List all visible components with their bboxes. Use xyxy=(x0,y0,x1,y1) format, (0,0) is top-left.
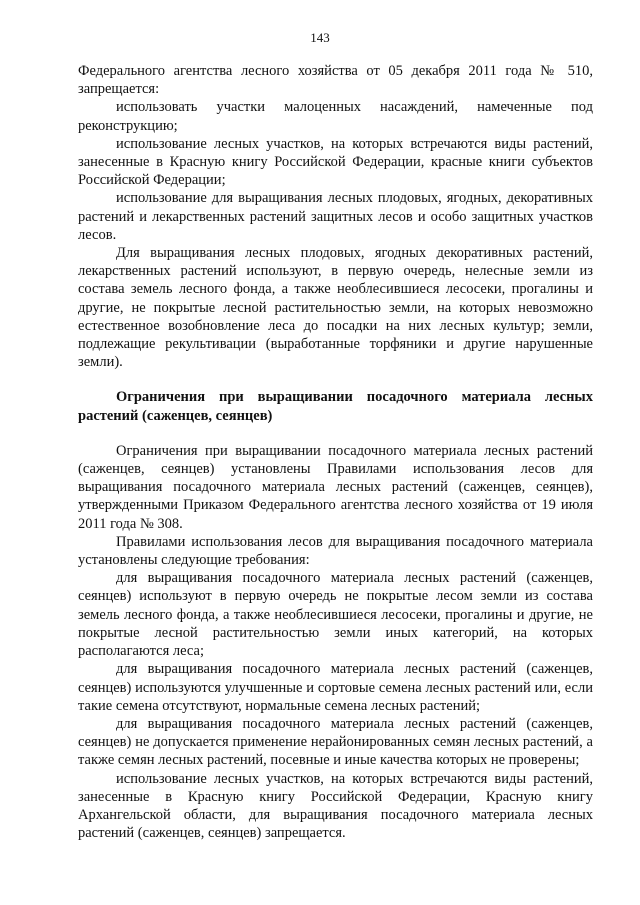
paragraph: использование для выращивания лесных плодовых, ягодных, декоративных растений и лекарственных растений защитных лесов и особо защитных участков лесов. xyxy=(78,190,593,243)
paragraph: использование лесных участков, на которых встречаются виды растений, занесенные в Красную книгу Российской Федерации, Красную книгу Архангельской области, для выращивания посадочного материала лесных растений (саженцев, сеянцев) запрещается. xyxy=(78,770,593,842)
paragraph: Для выращивания лесных плодовых, ягодных декоративных растений, лекарственных растений используют, в первую очередь, нелесные земли из состава земель лесного фонда, а также необлесившиеся лесосеки, прогалины и другие, не покрытые лесной растительностью земли, на которых невозможно естественное возобновление леса до посадки на них лесных культур; земли, подлежащие рекультивации (выработанные торфяники и другие нарушенные земли). xyxy=(78,245,593,371)
paragraph: Правилами использования лесов для выращивания посадочного материала установлены следующие требования: xyxy=(78,533,593,569)
paragraph: для выращивания посадочного материала лесных растений (саженцев, сеянцев) используют в первую очередь не покрытые лесом земли из состава земель лесного фонда, а также необлесившиеся лесосеки, прогалины и другие, не покрытые лесной растительностью земли иных категорий, на которых располагаются леса; xyxy=(78,570,593,660)
page-number: 143 xyxy=(310,30,330,45)
paragraph: для выращивания посадочного материала лесных растений (саженцев, сеянцев) используются улучшенные и сортовые семена лесных растений или, если такие семена отсутствуют, нормальные семена лесных растений; xyxy=(78,661,593,714)
paragraph: Федерального агентства лесного хозяйства от 05 декабря 2011 года № 510, запрещается: xyxy=(78,63,593,98)
section-heading: Ограничения при выращивании посадочного материала лесных растений (саженцев, сеянцев) xyxy=(78,389,593,424)
document-body xyxy=(78,62,593,842)
paragraph: использовать участки малоценных насаждений, намеченные под реконструкцию; xyxy=(78,99,593,134)
paragraph: использование лесных участков, на которых встречаются виды растений, занесенные в Красную книгу Российской Федерации, красные книги субъектов Российской Федерации; xyxy=(78,135,593,189)
paragraph: Ограничения при выращивании посадочного материала лесных растений (саженцев, сеянцев) установлены Правилами использования лесов для выращивания посадочного материала лесных растений (саженцев, сеянцев), утвержденными Приказом Федерального агентства лесного хозяйства от 19 июля 2011 года № 308. xyxy=(78,442,593,532)
paragraph: для выращивания посадочного материала лесных растений (саженцев, сеянцев) не допускается применение нерайонированных семян лесных растений, а также семян лесных растений, посевные и иные качества которых не проверены; xyxy=(78,715,593,769)
